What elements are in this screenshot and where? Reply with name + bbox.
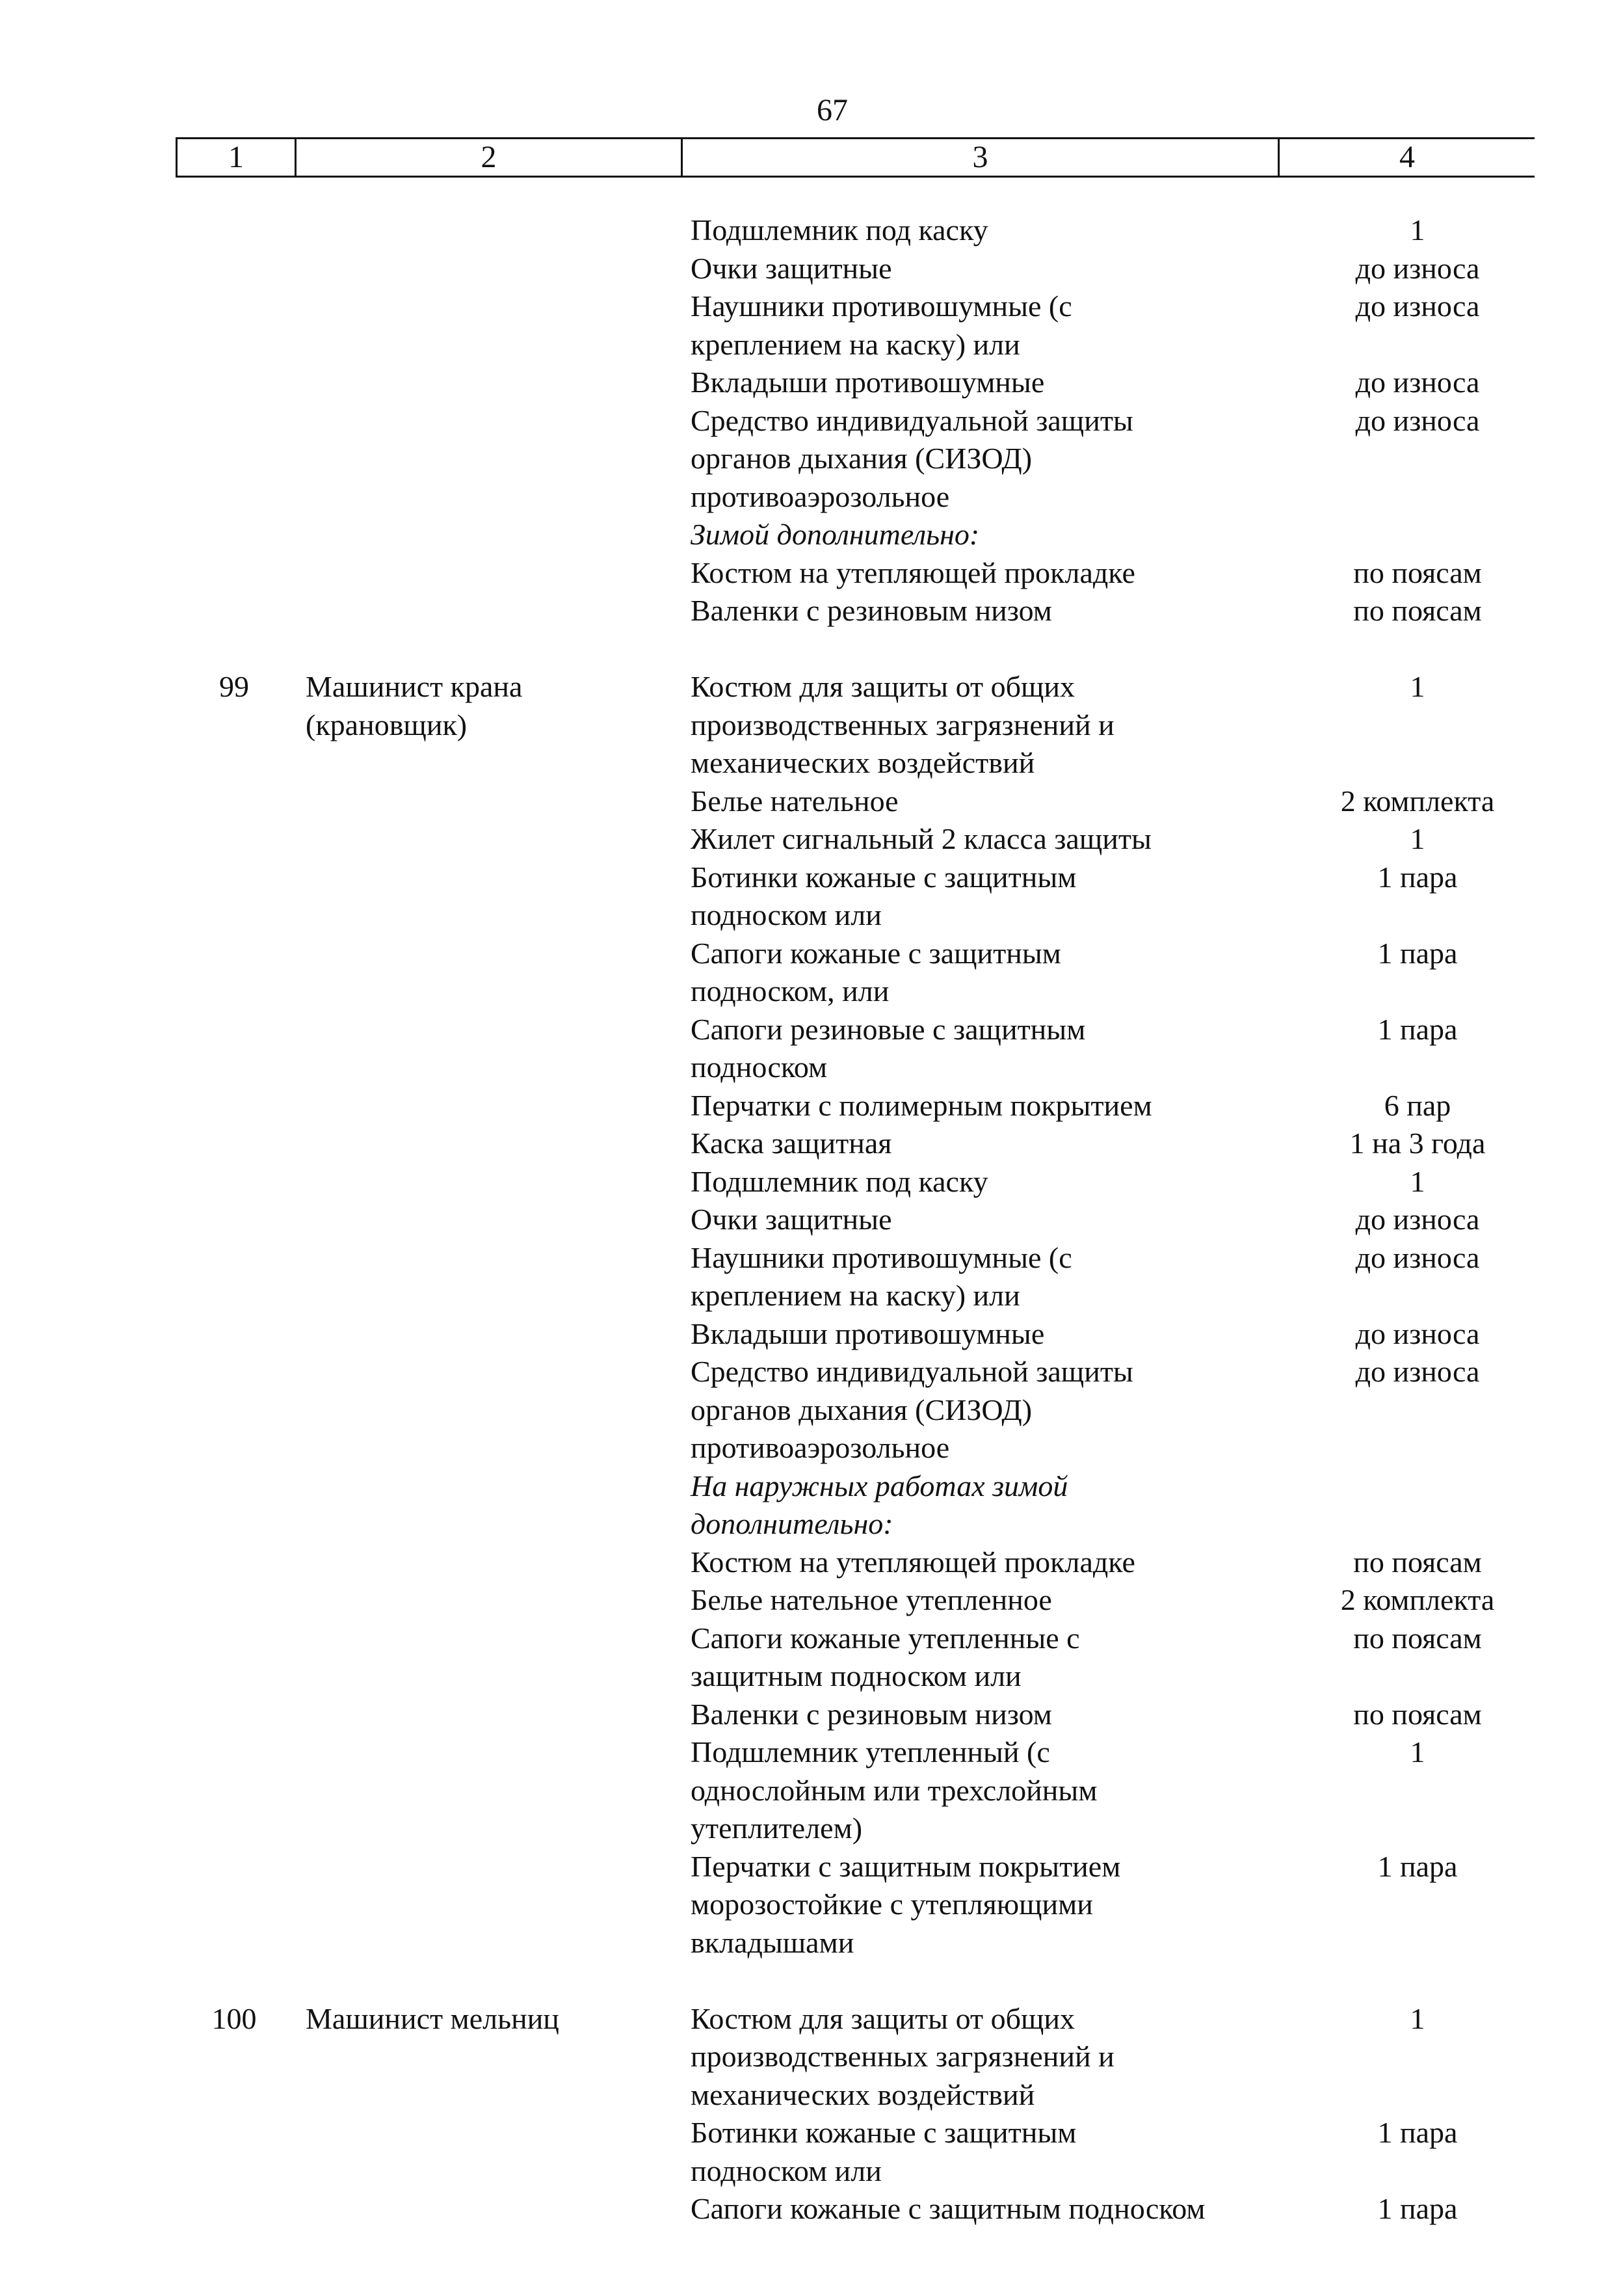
ppe-item: Средство индивидуальной защиты органов дыхания (СИЗОД) противоаэрозольное bbox=[691, 1355, 1133, 1464]
issue-norm: 1 bbox=[1410, 2001, 1425, 2035]
issue-norm: 1 bbox=[1410, 670, 1425, 703]
issue-norm: до износа bbox=[1355, 366, 1480, 399]
ppe-item: Вкладыши противошумные bbox=[691, 1316, 1045, 1350]
ppe-item: Наушники противошумные (с креплением на каску) или bbox=[691, 1240, 1072, 1312]
issue-norm: до износа bbox=[1355, 1355, 1480, 1388]
issue-norm: 1 bbox=[1410, 213, 1425, 247]
issue-norm: 1 пара bbox=[1377, 1012, 1458, 1046]
page-number: 67 bbox=[817, 93, 848, 127]
issue-norm: 2 комплекта bbox=[1340, 1583, 1495, 1616]
ppe-item: Вкладыши противошумные bbox=[691, 366, 1045, 399]
ppe-item: Жилет сигнальный 2 класса защиты bbox=[691, 822, 1152, 855]
ppe-item: Очки защитные bbox=[691, 1203, 892, 1236]
column-header-4: 4 bbox=[1278, 139, 1535, 176]
ppe-item: Ботинки кожаные с защитным подноском или bbox=[691, 860, 1077, 931]
ppe-item: Сапоги кожаные с защитным подноском bbox=[691, 2192, 1206, 2225]
issue-norm: до износа bbox=[1355, 403, 1480, 437]
ppe-item: Костюм на утепляющей прокладке bbox=[691, 555, 1135, 589]
issue-norm: по поясам bbox=[1353, 1621, 1482, 1655]
issue-norm: 1 bbox=[1410, 822, 1425, 855]
issue-norm: 1 пара bbox=[1377, 860, 1458, 894]
profession-name: Машинист крана (крановщик) bbox=[306, 670, 523, 741]
column-header-1: 1 bbox=[176, 139, 295, 176]
ppe-item: Перчатки с защитным покрытием морозостойкие с утепляющими вкладышами bbox=[691, 1849, 1121, 1959]
ppe-item: Подшлемник под каску bbox=[691, 213, 988, 247]
issue-norm: 6 пар bbox=[1384, 1088, 1451, 1122]
ppe-item: Очки защитные bbox=[691, 251, 892, 285]
issue-norm: до износа bbox=[1355, 251, 1480, 285]
row-number: 100 bbox=[211, 2001, 257, 2035]
column-header-2: 2 bbox=[295, 139, 681, 176]
ppe-item: Белье нательное утепленное bbox=[691, 1583, 1052, 1616]
ppe-item: Сапоги кожаные с защитным подноском, или bbox=[691, 936, 1061, 1008]
issue-norm: 1 пара bbox=[1377, 1849, 1458, 1883]
ppe-item: Костюм для защиты от общих производственных загрязнений и механических воздействий bbox=[691, 670, 1115, 779]
column-header-3: 3 bbox=[681, 139, 1278, 176]
issue-norm: 1 на 3 года bbox=[1349, 1127, 1486, 1160]
issue-norm: до износа bbox=[1355, 1316, 1480, 1350]
issue-norm: до износа bbox=[1355, 1240, 1480, 1274]
ppe-item: Ботинки кожаные с защитным подноском или bbox=[691, 2116, 1077, 2187]
profession-name: Машинист мельниц bbox=[306, 2001, 559, 2035]
issue-norm: по поясам bbox=[1353, 1697, 1482, 1731]
row-number: 99 bbox=[219, 670, 249, 703]
ppe-item: Сапоги резиновые с защитным подноском bbox=[691, 1012, 1086, 1084]
issue-norm: до износа bbox=[1355, 289, 1480, 323]
ppe-item: Сапоги кожаные утепленные с защитным подноском или bbox=[691, 1621, 1080, 1692]
issue-norm: 1 bbox=[1410, 1164, 1425, 1198]
ppe-item: Белье нательное bbox=[691, 784, 899, 818]
ppe-item: На наружных работах зимой дополнительно: bbox=[691, 1469, 1068, 1540]
issue-norm: 2 комплекта bbox=[1340, 784, 1495, 818]
ppe-item: Валенки с резиновым низом bbox=[691, 594, 1052, 627]
issue-norm: до износа bbox=[1355, 1203, 1480, 1236]
ppe-item: Наушники противошумные (с креплением на каску) или bbox=[691, 289, 1072, 361]
issue-norm: по поясам bbox=[1353, 594, 1482, 627]
ppe-item: Подшлемник утепленный (с однослойным или трехслойным утеплителем) bbox=[691, 1735, 1098, 1845]
issue-norm: 1 bbox=[1410, 1735, 1425, 1769]
ppe-item: Зимой дополнительно: bbox=[691, 518, 980, 551]
ppe-item: Костюм для защиты от общих производственных загрязнений и механических воздействий bbox=[691, 2001, 1115, 2111]
ppe-item: Перчатки с полимерным покрытием bbox=[691, 1088, 1152, 1122]
issue-norm: 1 пара bbox=[1377, 2116, 1458, 2149]
ppe-item: Костюм на утепляющей прокладке bbox=[691, 1545, 1135, 1579]
issue-norm: по поясам bbox=[1353, 555, 1482, 589]
ppe-item: Подшлемник под каску bbox=[691, 1164, 988, 1198]
ppe-item: Валенки с резиновым низом bbox=[691, 1697, 1052, 1731]
issue-norm: по поясам bbox=[1353, 1545, 1482, 1579]
issue-norm: 1 пара bbox=[1377, 2192, 1458, 2225]
ppe-item: Средство индивидуальной защиты органов дыхания (СИЗОД) противоаэрозольное bbox=[691, 403, 1133, 513]
ppe-item: Каска защитная bbox=[691, 1127, 892, 1160]
issue-norm: 1 пара bbox=[1377, 936, 1458, 970]
